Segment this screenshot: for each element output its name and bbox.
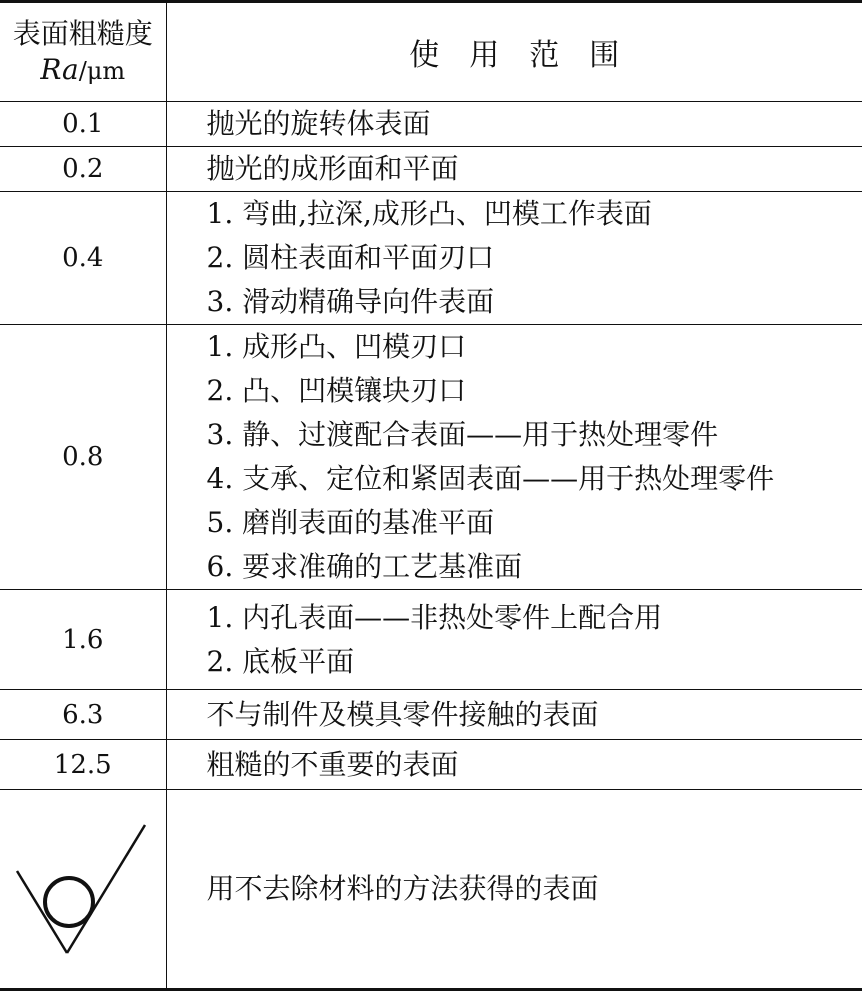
usage-line: 3. 静、过渡配合表面——用于热处理零件 — [207, 413, 862, 457]
usage-line: 5. 磨削表面的基准平面 — [207, 501, 862, 545]
header-usage: 使用范围 — [166, 2, 862, 102]
usage-cell — [166, 192, 862, 325]
usage-line: 6. 要求准确的工艺基准面 — [207, 545, 862, 589]
table-row — [0, 790, 862, 990]
table-row — [0, 192, 862, 325]
usage-line: 1. 内孔表面——非热处零件上配合用 — [207, 596, 862, 640]
usage-line: 4. 支承、定位和紧固表面——用于热处理零件 — [207, 457, 862, 501]
header-roughness-label: 表面粗糙度 — [0, 16, 166, 52]
ra-value: 0.4 — [0, 192, 166, 325]
ra-value: 12.5 — [0, 740, 166, 790]
usage-line: 抛光的旋转体表面 — [207, 102, 862, 146]
ra-symbol-cell — [0, 790, 166, 990]
usage-cell — [166, 690, 862, 740]
ra-value: 1.6 — [0, 590, 166, 690]
table-row — [0, 690, 862, 740]
table-row — [0, 590, 862, 690]
ra-value: 0.2 — [0, 147, 166, 192]
symbol-circle — [45, 878, 93, 926]
table-header-row — [0, 2, 862, 102]
usage-cell — [166, 740, 862, 790]
usage-line: 2. 圆柱表面和平面刃口 — [207, 236, 862, 280]
header-roughness-unit-line — [0, 52, 166, 89]
table-row — [0, 102, 862, 147]
usage-line: 3. 滑动精确导向件表面 — [207, 280, 862, 324]
symbol-right-stroke — [67, 825, 145, 953]
usage-line: 1. 成形凸、凹模刃口 — [207, 325, 862, 369]
usage-cell — [166, 147, 862, 192]
ra-symbol: Ra — [40, 53, 78, 86]
table-row — [0, 325, 862, 590]
usage-cell — [166, 325, 862, 590]
ra-value: 0.1 — [0, 102, 166, 147]
usage-line: 粗糙的不重要的表面 — [207, 743, 862, 787]
ra-value: 0.8 — [0, 325, 166, 590]
symbol-left-stroke — [17, 871, 67, 953]
usage-cell — [166, 790, 862, 990]
usage-cell — [166, 590, 862, 690]
unit-label: /μm — [79, 57, 125, 85]
table-row — [0, 147, 862, 192]
usage-line: 不与制件及模具零件接触的表面 — [207, 693, 862, 737]
table-row — [0, 740, 862, 790]
usage-cell — [166, 102, 862, 147]
surface-no-material-removal-icon — [13, 819, 153, 959]
ra-value: 6.3 — [0, 690, 166, 740]
header-roughness — [0, 2, 166, 102]
usage-line: 抛光的成形面和平面 — [207, 147, 862, 191]
usage-line: 2. 底板平面 — [207, 640, 862, 684]
usage-line: 2. 凸、凹模镶块刃口 — [207, 369, 862, 413]
usage-line: 1. 弯曲,拉深,成形凸、凹模工作表面 — [207, 192, 862, 236]
usage-line: 用不去除材料的方法获得的表面 — [207, 867, 862, 911]
